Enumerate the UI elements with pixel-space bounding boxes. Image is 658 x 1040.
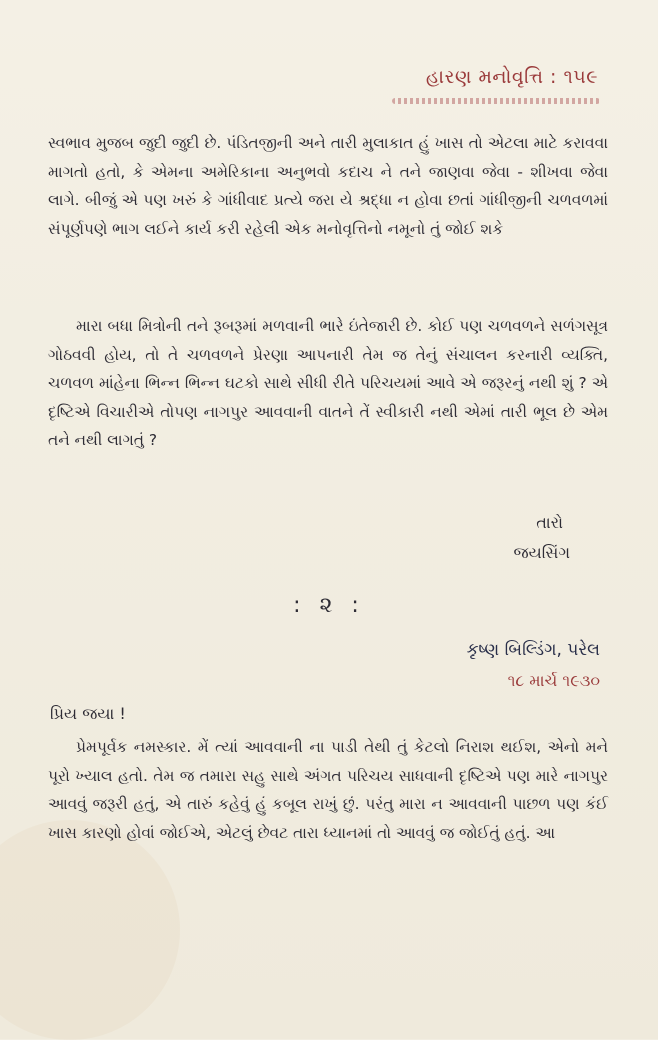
letter2-address: કૃષ્ણ બિલ્ડિંગ, પરેલ (466, 640, 600, 660)
letter2-salutation: પ્રિય જયા ! (50, 704, 126, 723)
paper-stain (0, 820, 180, 1040)
letter1-closing: તારો (536, 513, 563, 532)
section-marker: : ૨ : (293, 593, 365, 618)
header-underline (392, 98, 600, 104)
letter1-signature: જયસિંગ (513, 543, 570, 562)
letter2-paragraph-1: પ્રેમપૂર્વક નમસ્કાર. મેં ત્યાં આવવાની ના પાડી તેથી તું કેટલો નિરાશ થઈશ, એનો મને પૂરો ખ્યાલ હતો. તેમ જ તમારા સહુ સાથે અંગત પરિચય સાધવાની દૃષ્ટિએ પણ મારે નાગપુર આવવું જરૂરી હતું, એ તારું કહેવું હું કબૂલ રાખું છું. પરંતુ મારા ન આવવાની પાછળ પણ કંઈ ખાસ કારણો હોવાં જોઈએ, એટલું છેવટ તારા ધ્યાનમાં તો આવવું જ જોઈતું હતું. આ (48, 738, 608, 842)
letter2-date: ૧૮ માર્ચ ૧૯૩૦ (507, 671, 600, 690)
letter1-paragraph-1: સ્વભાવ મુજબ જુદી જુદી છે. પંડિતજીની અને તારી મુલાકાત હું ખાસ તો એટલા માટે કરાવવા માગતો હતો, કે એમના અમેરિકાના અનુભવો કદાચ ને તને જાણવા જેવા - શીખવા જેવા લાગે. બીજું એ પણ ખરું કે ગાંધીવાદ પ્રત્યે જરા યે શ્રદ્ધા ન હોવા છતાં ગાંધીજીની ચળવળમાં સંપૂર્ણપણે ભાગ લઈને કાર્ય કરી રહેલી એક મનોવૃત્તિનો નમૂનો તું જોઈ શકે (48, 134, 608, 238)
running-header: હારણ મનોવૃત્તિ : ૧૫૯ (425, 66, 598, 88)
letter1-paragraph-2: મારા બધા મિત્રોની તને રૂબરૂમાં મળવાની ભારે ઇંતેજારી છે. કોઈ પણ ચળવળને સળંગસૂત્ર ગોઠવવી હોય, તો તે ચળવળને પ્રેરણા આપનારી તેમ જ તેનું સંચાલન કરનારી વ્યક્તિ, ચળવળ માંહેના ભિન્ન ભિન્ન ઘટકો સાથે સીધી રીતે પરિચયમાં આવે એ જરૂરનું નથી શું ? એ દૃષ્ટિએ વિચારીએ તોપણ નાગપુર આવવાની વાતને તેં સ્વીકારી નથી એમાં તારી ભૂલ છે એમ તને નથી લાગતું ? (48, 317, 608, 450)
